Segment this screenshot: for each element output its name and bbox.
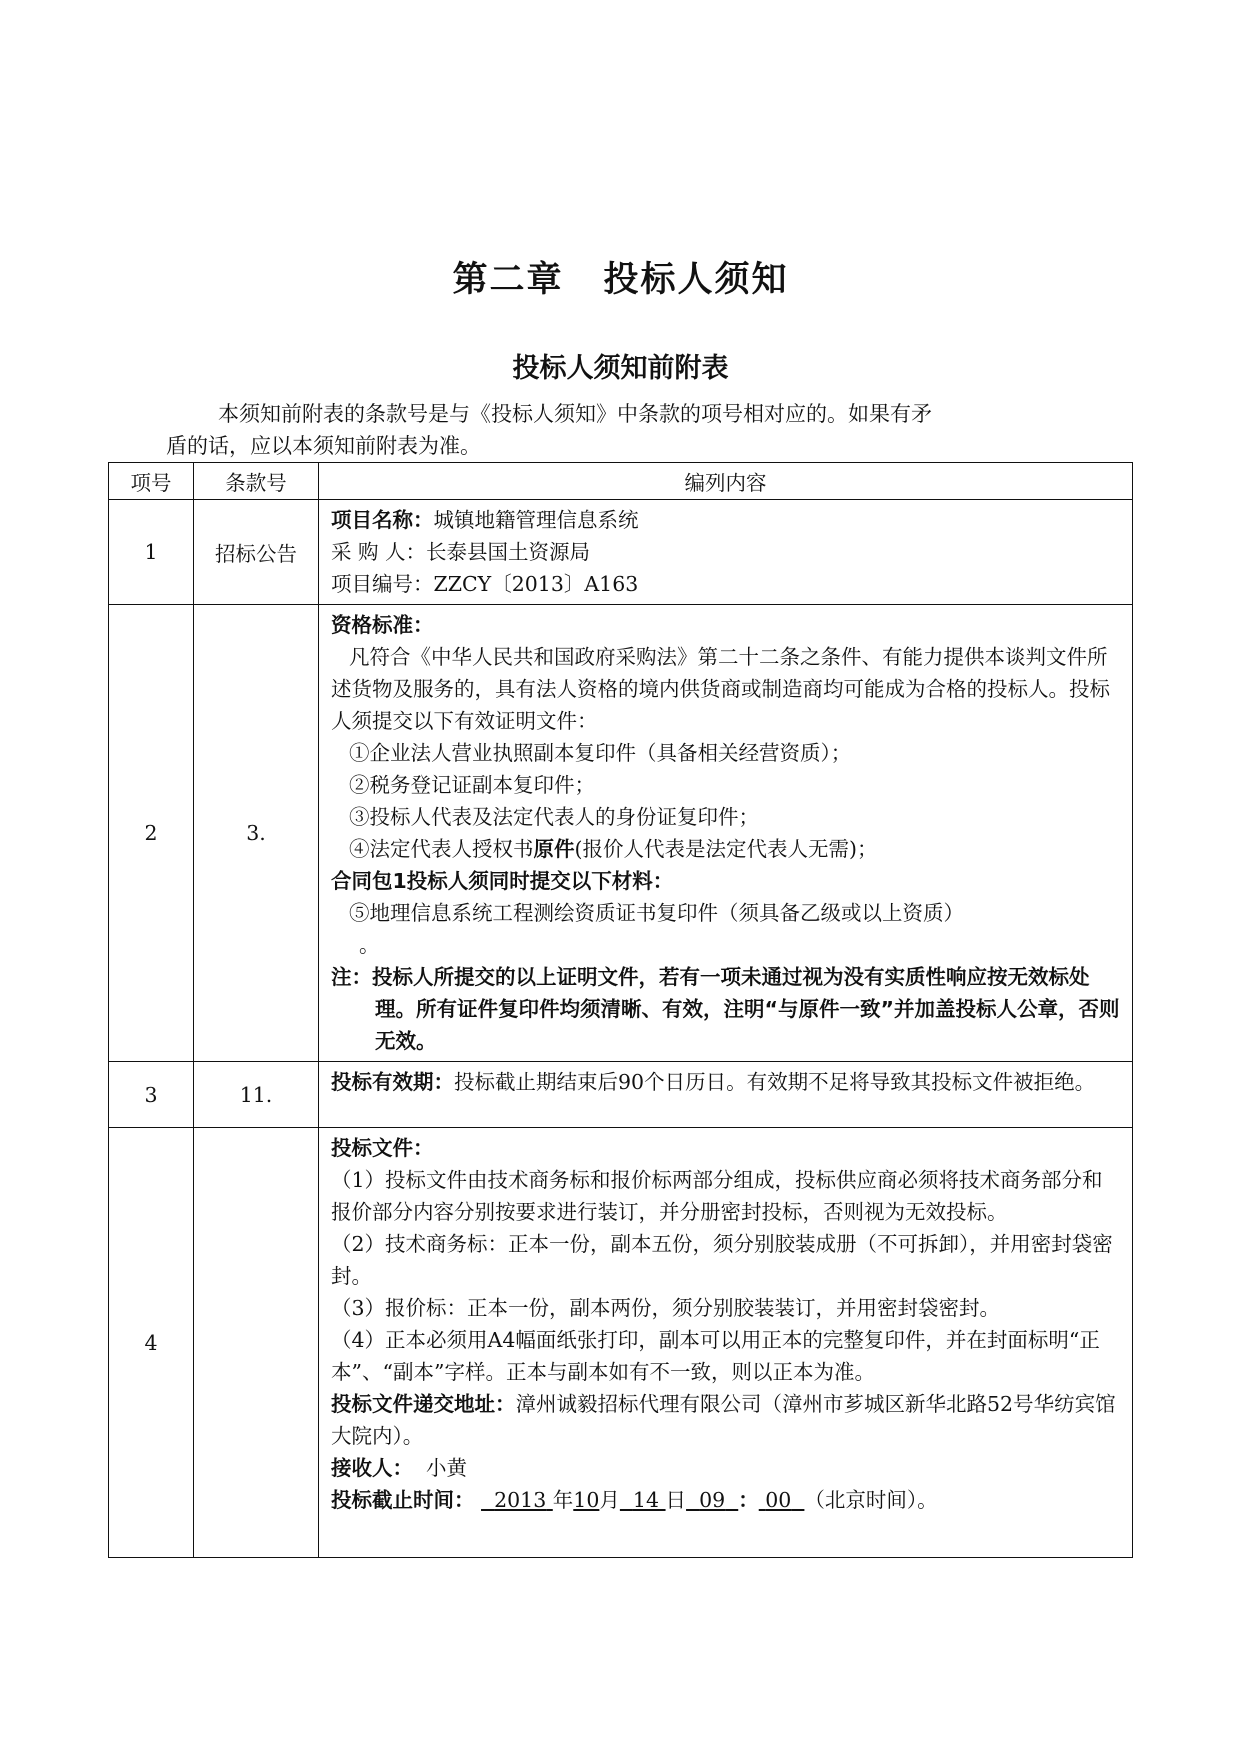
project-number: 项目编号：ZZCY〔2013〕A163 (331, 572, 639, 596)
intro-line-1: 本须知前附表的条款号是与《投标人须知》中条款的项号相对应的。如果有矛 (218, 402, 932, 426)
intro-paragraph (166, 398, 1066, 462)
receiver (331, 1452, 1122, 1484)
bid-docs-paragraph: （1）投标文件由技术商务标和报价标两部分组成，投标供应商必须将技术商务部分和报价部分内容分别按要求进行装订，并分册密封投标，否则视为无效投标。 (331, 1168, 1103, 1224)
table-row (109, 1062, 1133, 1128)
deadline-timezone: （北京时间）。 (804, 1488, 938, 1512)
list-item: ②税务登记证副本复印件； (349, 773, 595, 797)
list-item: ④法定代表人授权书原件(报价人代表是法定代表人无需)； (349, 837, 878, 861)
deadline: 投标截止时间： 2013 年10月 14 日 09 ： 00 （北京时间）。 (331, 1488, 938, 1512)
row-content (319, 500, 1133, 605)
header-content: 编列内容 (319, 463, 1133, 500)
deadline-label: 投标截止时间： (331, 1488, 475, 1512)
list-item-tail: 。 (359, 933, 380, 957)
header-item-no: 项号 (109, 463, 194, 500)
intro-line-2: 盾的话，应以本须知前附表为准。 (166, 434, 481, 458)
row-no: 4 (109, 1128, 194, 1558)
chapter-name: 投标人须知 (603, 260, 789, 300)
bid-docs-paragraph: （4）正本必须用A4幅面纸张打印，副本可以用正本的完整复印件，并在封面标明“正本”、“副本”字样。正本与副本如有不一致，则以正本为准。 (331, 1328, 1100, 1384)
deadline-month: 10 (573, 1488, 600, 1512)
deadline-hour: 09 (699, 1488, 726, 1512)
list-item: ③投标人代表及法定代表人的身份证复印件； (349, 805, 759, 829)
contract-package-heading: 合同包1投标人须同时提交以下材料： (331, 869, 674, 893)
note: 注：投标人所提交的以上证明文件，若有一项未通过视为没有实质性响应按无效标处理。所有证件复印件均须清晰、有效，注明“与原件一致”并加盖投标人公章，否则无效。 (331, 965, 1120, 1053)
row-clause: 招标公告 (194, 500, 319, 605)
row-clause (194, 1128, 319, 1558)
bid-docs-paragraph: （3）报价标：正本一份，副本两份，须分别胶装装订，并用密封袋密封。 (331, 1296, 1001, 1320)
table-row (109, 1128, 1133, 1558)
prefix-table (108, 462, 1133, 1558)
qualification-paragraph: 凡符合《中华人民共和国政府采购法》第二十二条之条件、有能力提供本谈判文件所述货物及服务的，具有法人资格的境内供货商或制造商均可能成为合格的投标人。投标人须提交以下有效证明文件： (331, 645, 1110, 733)
deadline-day: 14 (632, 1488, 660, 1512)
table-row (109, 500, 1133, 605)
row-clause: 3. (194, 605, 319, 1062)
bid-docs-heading: 投标文件： (331, 1136, 434, 1160)
deadline-minute: 00 (765, 1488, 792, 1512)
deadline-year: 2013 (494, 1488, 547, 1512)
validity-text: 投标截止期结束后90个日历日。有效期不足将导致其投标文件被拒绝。 (454, 1070, 1096, 1094)
row-content (319, 1128, 1133, 1558)
header-clause-no: 条款号 (194, 463, 319, 500)
chapter-title (0, 252, 1241, 302)
table-header-row (109, 463, 1133, 500)
row-no: 1 (109, 500, 194, 605)
project-name: 城镇地籍管理信息系统 (433, 508, 639, 532)
qualification-heading: 资格标准： (331, 613, 434, 637)
purchaser: 采 购 人：长泰县国土资源局 (331, 540, 591, 564)
row-content (319, 1062, 1133, 1128)
project-name-label: 项目名称： (331, 508, 434, 532)
row-content (319, 605, 1133, 1062)
address-text: 漳州诚毅招标代理有限公司（漳州市芗城区新华北路52号华纺宾馆大院内）。 (331, 1392, 1116, 1448)
bid-docs-paragraph: （2）技术商务标：正本一份，副本五份，须分别胶装成册（不可拆卸），并用密封袋密封。 (331, 1232, 1113, 1288)
row-no: 2 (109, 605, 194, 1062)
table-row (109, 605, 1133, 1062)
row-no: 3 (109, 1062, 194, 1128)
validity-label: 投标有效期： (331, 1070, 454, 1094)
chapter-label: 第二章 (452, 260, 564, 300)
row-clause: 11. (194, 1062, 319, 1128)
address-label: 投标文件递交地址： (331, 1392, 516, 1416)
receiver-name: 小黄 (426, 1456, 468, 1480)
list-item: ①企业法人营业执照副本复印件（具备相关经营资质）； (349, 741, 852, 765)
submission-address (331, 1388, 1122, 1452)
list-item: ⑤地理信息系统工程测绘资质证书复印件（须具备乙级或以上资质） (349, 901, 964, 925)
receiver-label: 接收人： (331, 1456, 413, 1480)
original-copy-emphasis: 原件 (533, 837, 575, 861)
table-title: 投标人须知前附表 (512, 353, 729, 384)
